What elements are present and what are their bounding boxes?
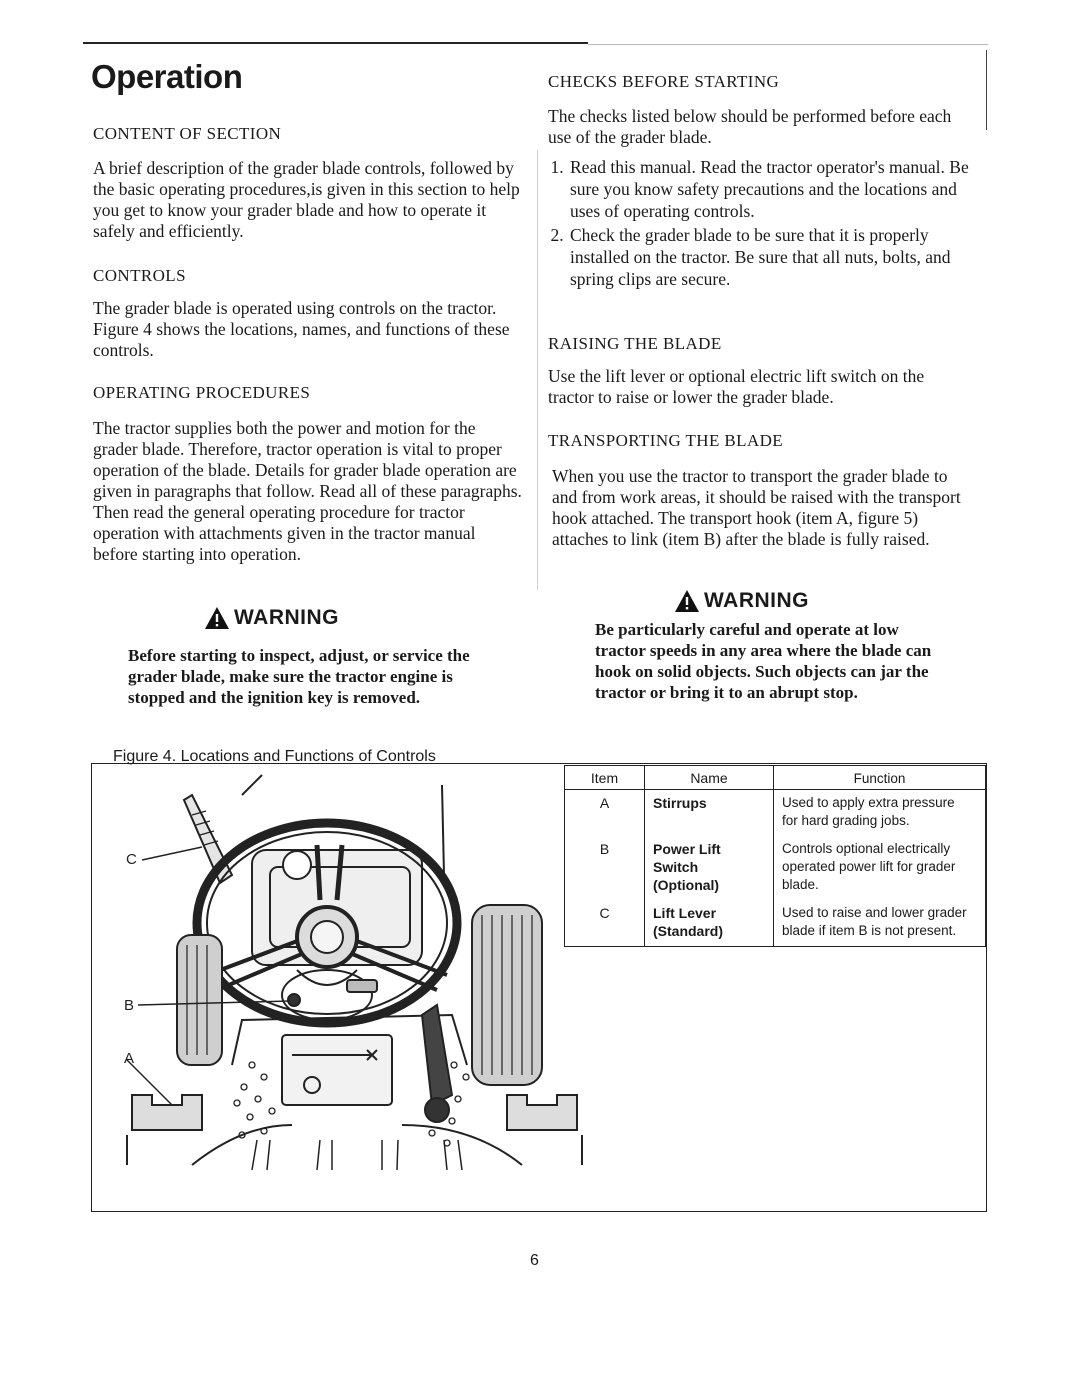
- legend-function-line: Controls optional electrically: [782, 841, 951, 856]
- legend-name-line: Lift Lever: [653, 905, 717, 921]
- legend-row: [565, 790, 985, 837]
- check-item: 1. Read this manual. Read the tractor operator's manual. Be sure you know safety precautions and the locations and uses of operating controls.: [568, 156, 973, 222]
- right-warning-text: Be particularly careful and operate at low tractor speeds in any area where the blade can hook on solid objects. Such objects can jar the tractor or bring it to an abrupt stop.: [595, 620, 932, 702]
- right-warning-title: [674, 589, 809, 613]
- legend-row: [565, 836, 985, 900]
- figure-caption: Figure 4. Locations and Functions of Controls: [113, 748, 436, 765]
- check-item: 2. Check the grader blade to be sure that it is properly installed on the tractor. Be sure that all nuts, bolts, and spring clips are secure.: [568, 224, 973, 290]
- checks-before-starting-heading: CHECKS BEFORE STARTING: [548, 72, 780, 91]
- checks-list: [524, 156, 973, 292]
- legend-function-line: operated power lift for grader: [782, 859, 956, 874]
- legend-name-line: (Standard): [653, 923, 723, 939]
- page-title: Operation: [91, 58, 243, 95]
- right-warning-label: WARNING: [704, 589, 809, 612]
- legend-item-letter: C: [565, 900, 645, 946]
- content-of-section-heading: CONTENT OF SECTION: [93, 124, 282, 143]
- legend-header-name: Name: [645, 766, 774, 790]
- legend-item-name: [645, 836, 774, 900]
- legend-header-row: [565, 766, 985, 790]
- legend-row: [565, 900, 985, 946]
- legend-name-line: Stirrups: [653, 795, 707, 811]
- checks-intro-text: The checks listed below should be performed before each use of the grader blade.: [548, 106, 952, 147]
- callout-a-label: A: [124, 1050, 135, 1067]
- content-of-section-text: A brief description of the grader blade controls, followed by the basic operating procedures,is given in this section to help you get to know your grader blade and how to operate it safely and efficiently.: [93, 158, 520, 241]
- legend-item-function: [774, 900, 986, 946]
- raising-the-blade-heading: RAISING THE BLADE: [548, 334, 722, 353]
- legend-item-function: [774, 790, 986, 837]
- warning-triangle-icon: [674, 589, 700, 613]
- legend-item-name: [645, 900, 774, 946]
- raising-the-blade-text: Use the lift lever or optional electric lift switch on the tractor to raise or lower the grader blade.: [548, 366, 925, 407]
- page-number: 6: [530, 1252, 539, 1269]
- callout-b-label: B: [124, 997, 135, 1014]
- legend-header-item: Item: [565, 766, 645, 790]
- transporting-the-blade-heading: TRANSPORTING THE BLADE: [548, 431, 784, 450]
- legend-function-line: blade if item B is not present.: [782, 923, 957, 938]
- legend-item-letter: A: [565, 790, 645, 837]
- top-rule-extension: [588, 44, 988, 45]
- callout-c-label: C: [126, 851, 137, 868]
- operating-procedures-text: The tractor supplies both the power and motion for the grader blade. Therefore, tractor operation is vital to proper operation of the blade. Details for grader blade operation are given in paragraphs that follow. Read all of these paragraphs. Then read the general operating procedure for tractor operation with attachments given in the tractor manual before starting into operation.: [93, 418, 522, 564]
- controls-heading: CONTROLS: [93, 266, 186, 285]
- controls-text: The grader blade is operated using controls on the tractor. Figure 4 shows the locations, names, and functions of these controls.: [93, 298, 510, 360]
- legend-function-line: Used to apply extra pressure: [782, 795, 955, 810]
- left-warning-title: [204, 606, 339, 630]
- page-edge-mark: [986, 50, 987, 130]
- controls-legend-table: [564, 765, 986, 947]
- legend-header-function: Function: [774, 766, 986, 790]
- left-warning-text: Before starting to inspect, adjust, or service the grader blade, make sure the tractor engine is stopped and the ignition key is removed.: [128, 646, 470, 707]
- legend-item-function: [774, 836, 986, 900]
- legend-name-line: (Optional): [653, 877, 720, 893]
- legend-name-line: Switch: [653, 859, 699, 875]
- legend-function-line: blade.: [782, 877, 819, 892]
- left-warning-label: WARNING: [234, 606, 339, 629]
- transporting-the-blade-text: When you use the tractor to transport the grader blade to and from work areas, it should be raised with the transport hook attached. The transport hook (item A, figure 5) attaches to link (item B) after the blade is fully raised.: [552, 466, 961, 549]
- operating-procedures-heading: OPERATING PROCEDURES: [93, 383, 311, 402]
- top-rule: [83, 42, 588, 44]
- legend-function-line: Used to raise and lower grader: [782, 905, 967, 920]
- legend-name-line: Power Lift: [653, 841, 721, 857]
- tractor-controls-illustration: [92, 765, 597, 1205]
- warning-triangle-icon: [204, 606, 230, 630]
- legend-item-letter: B: [565, 836, 645, 900]
- legend-function-line: for hard grading jobs.: [782, 813, 910, 828]
- legend-item-name: [645, 790, 774, 837]
